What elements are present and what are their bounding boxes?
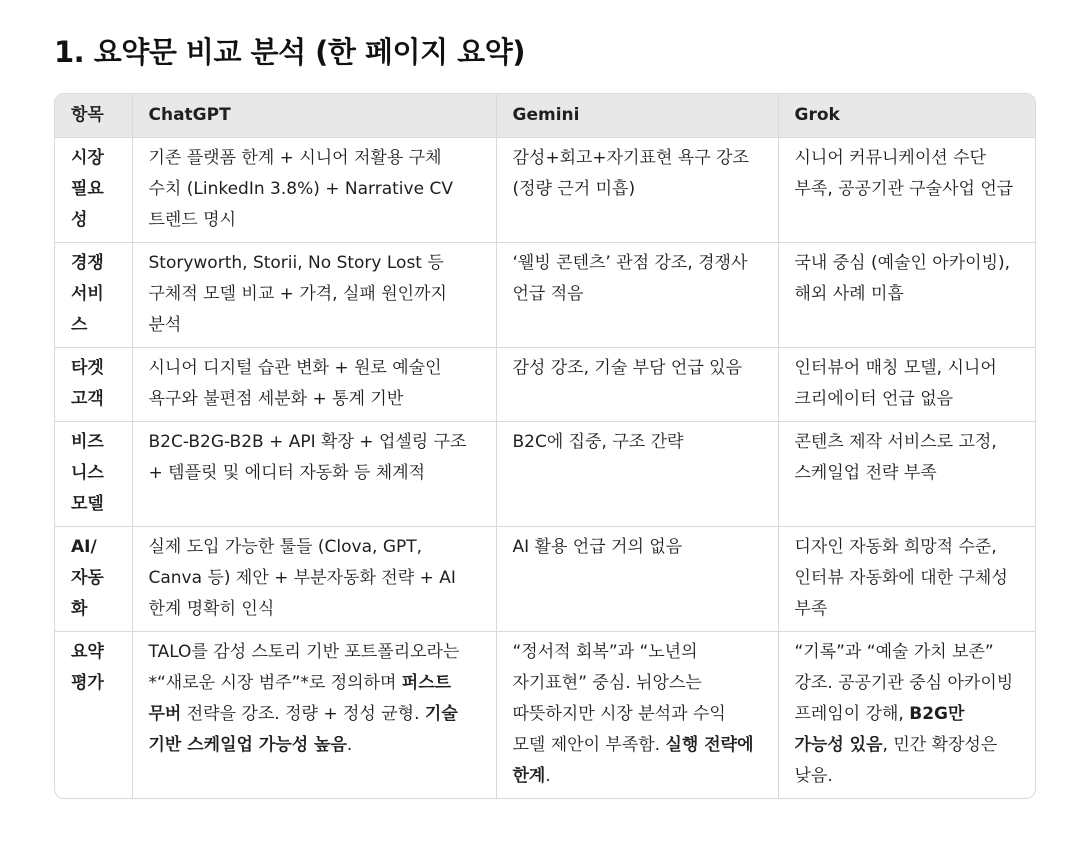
row-item-label: 시장 필요성 xyxy=(71,148,104,230)
cell-text: 콘텐츠 제작 서비스로 고정, 스케일업 전략 부족 xyxy=(794,432,997,483)
comparison-table-container xyxy=(54,93,1036,799)
cell-text: 감성 강조, 기술 부담 언급 있음 xyxy=(512,358,742,378)
bold-text: B2G만 가능성 있음 xyxy=(794,704,965,755)
cell-gemini xyxy=(496,527,778,632)
cell-chatgpt xyxy=(132,243,496,348)
row-item-label: 요약 평가 xyxy=(55,632,132,799)
table-row xyxy=(55,527,1035,632)
cell-gemini xyxy=(496,243,778,348)
cell-chatgpt xyxy=(132,138,496,243)
cell-text: Storyworth, Storii, No Story Lost 등 구체적 모델 비교 + 가격, 실패 원인까지 분석 xyxy=(148,253,447,335)
cell-text: 디자인 자동화 희망적 수준, 인터뷰 자동화에 대한 구체성 부족 xyxy=(794,537,1008,619)
table-row xyxy=(55,348,1035,422)
table-row xyxy=(55,422,1035,527)
table-row xyxy=(55,632,1035,799)
cell-text: . xyxy=(545,766,551,786)
cell-text: , 민간 확장성은 낮음. xyxy=(794,735,998,786)
cell-text: B2C-B2G-B2B + API 확장 + 업셀링 구조 + 템플릿 및 에디터 자동화 등 체계적 xyxy=(148,432,467,483)
cell-text: B2C에 집중, 구조 간략 xyxy=(512,432,684,452)
row-item-label: 타겟 고객 xyxy=(55,348,132,422)
cell-grok xyxy=(778,138,1035,243)
cell-chatgpt xyxy=(132,527,496,632)
header-gemini: Gemini xyxy=(496,94,778,138)
cell-text: . xyxy=(346,735,353,755)
cell-chatgpt xyxy=(132,348,496,422)
cell-gemini xyxy=(496,632,778,799)
cell-text: 시니어 디지털 습관 변화 + 원로 예술인 욕구와 불편점 세분화 + 통계 기반 xyxy=(148,358,442,409)
row-item-label: 경쟁 서비스 xyxy=(55,243,132,348)
cell-chatgpt xyxy=(132,422,496,527)
cell-text: 국내 중심 (예술인 아카이빙), 해외 사례 미흡 xyxy=(794,253,1011,304)
table-body xyxy=(55,138,1035,799)
header-grok: Grok xyxy=(778,94,1035,138)
section-title: 1. 요약문 비교 분석 (한 페이지 요약) xyxy=(54,35,525,69)
header-chatgpt: ChatGPT xyxy=(132,94,496,138)
bold-text: 기술 기반 스케일업 가능성 높음 xyxy=(148,704,458,755)
cell-grok xyxy=(778,422,1035,527)
table-row xyxy=(55,243,1035,348)
table-header-row xyxy=(55,94,1035,138)
cell-grok xyxy=(778,348,1035,422)
cell-text: 실제 도입 가능한 툴들 (Clova, GPT, Canva 등) 제안 + 부분자동화 전략 + AI 한계 명확히 인식 xyxy=(148,537,456,619)
cell-text: 감성+회고+자기표현 욕구 강조 (정량 근거 미흡) xyxy=(512,148,749,199)
row-item-label: 비즈니스 모델 xyxy=(55,422,132,527)
comparison-table xyxy=(55,94,1035,798)
cell-text: “정서적 회복”과 “노년의 자기표현” 중심. 뉘앙스는 따뜻하지만 시장 분석과 수익 모델 제안이 부족함. xyxy=(512,642,726,755)
row-item-label: AI/ 자동화 xyxy=(55,527,132,632)
cell-text: 인터뷰어 매칭 모델, 시니어 크리에이터 언급 없음 xyxy=(794,358,997,409)
bold-text: 퍼스트 무버 xyxy=(148,673,452,724)
cell-text: “기록”과 “예술 가치 보존” 강조. 공공기관 중심 아카이빙 프레임이 강해, xyxy=(794,642,1014,724)
cell-text: 기존 플랫폼 한계 + 시니어 저활용 구체 수치 (LinkedIn 3.8%) + Narrative CV 트렌드 명시 xyxy=(148,148,453,230)
cell-gemini xyxy=(496,348,778,422)
cell-text: TALO를 감성 스토리 기반 포트폴리오라는 *“새로운 시장 범주”*로 정의하며 xyxy=(148,642,460,693)
cell-gemini xyxy=(496,422,778,527)
header-item: 항목 xyxy=(55,94,132,138)
cell-text: 시니어 커뮤니케이션 수단 부족, 공공기관 구술사업 언급 xyxy=(794,148,1014,199)
cell-text: ‘웰빙 콘텐츠’ 관점 강조, 경쟁사 언급 적음 xyxy=(512,253,748,304)
bold-text: 실행 전략에 한계 xyxy=(512,735,754,786)
table-row xyxy=(55,138,1035,243)
cell-chatgpt xyxy=(132,632,496,799)
cell-text: 전략을 강조. 정량 + 정성 균형. xyxy=(181,704,425,724)
cell-grok xyxy=(778,243,1035,348)
cell-gemini xyxy=(496,138,778,243)
cell-grok xyxy=(778,632,1035,799)
cell-text: AI 활용 언급 거의 없음 xyxy=(512,537,683,557)
cell-grok xyxy=(778,527,1035,632)
